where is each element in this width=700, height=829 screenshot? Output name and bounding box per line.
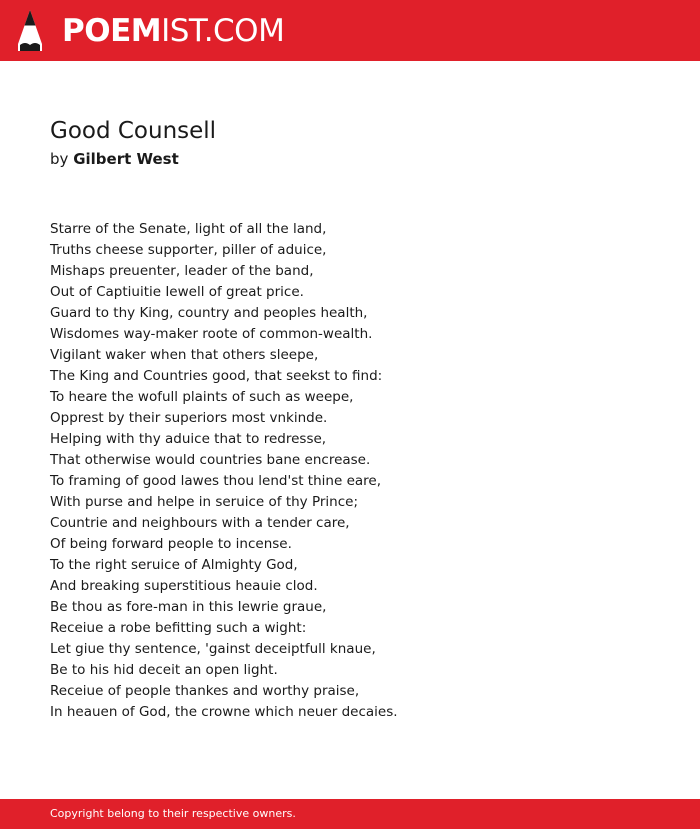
pencil-icon[interactable] bbox=[18, 10, 42, 51]
poem-line: Mishaps preuenter, leader of the band, bbox=[50, 263, 314, 279]
poem-line: Wisdomes way-maker roote of common-wealth. bbox=[50, 326, 373, 342]
poem-line: Receiue of people thankes and worthy praise, bbox=[50, 683, 360, 699]
byline-label: by bbox=[50, 150, 69, 168]
poem-line: Truths cheese supporter, piller of aduice, bbox=[50, 242, 327, 258]
poem-line: The King and Countries good, that seekst to find: bbox=[50, 368, 383, 384]
site-logo[interactable] bbox=[62, 11, 284, 51]
poem-line: Let giue thy sentence, 'gainst deceiptfull knaue, bbox=[50, 641, 376, 657]
poem-line: To heare the wofull plaints of such as weepe, bbox=[50, 389, 354, 405]
poem-line: Be to his hid deceit an open light. bbox=[50, 662, 278, 678]
poem-line: Starre of the Senate, light of all the land, bbox=[50, 221, 327, 237]
poem-line: Out of Captiuitie Iewell of great price. bbox=[50, 284, 304, 300]
logo-text-bold: POEM bbox=[62, 13, 162, 49]
poem-line: In heauen of God, the crowne which neuer decaies. bbox=[50, 704, 398, 720]
poem-line: Of being forward people to incense. bbox=[50, 536, 292, 552]
poem-line: Guard to thy King, country and peoples health, bbox=[50, 305, 368, 321]
poem-line: Helping with thy aduice that to redresse, bbox=[50, 431, 327, 447]
poem-line: With purse and helpe in seruice of thy Prince; bbox=[50, 494, 359, 510]
poem-line: To the right seruice of Almighty God, bbox=[50, 557, 298, 573]
poem-title: Good Counsell bbox=[50, 118, 217, 144]
poem-line: And breaking superstitious heauie clod. bbox=[50, 578, 318, 594]
poem-byline bbox=[50, 149, 179, 169]
poem-author: Gilbert West bbox=[73, 150, 179, 168]
site-header bbox=[0, 0, 700, 61]
poem-line: Opprest by their superiors most vnkinde. bbox=[50, 410, 328, 426]
poem-line: Be thou as fore-man in this Iewrie graue, bbox=[50, 599, 327, 615]
poem-line: Vigilant waker when that others sleepe, bbox=[50, 347, 319, 363]
logo-text-light: IST.COM bbox=[161, 13, 285, 49]
poem-line: That otherwise would countries bane encrease. bbox=[50, 452, 371, 468]
poem-body bbox=[50, 219, 398, 723]
poem-line: Countrie and neighbours with a tender care, bbox=[50, 515, 350, 531]
copyright-text: Copyright belong to their respective owners. bbox=[50, 807, 296, 820]
site-footer bbox=[0, 799, 700, 829]
poem-line: Receiue a robe befitting such a wight: bbox=[50, 620, 307, 636]
poem-line: To framing of good lawes thou lend'st thine eare, bbox=[50, 473, 381, 489]
